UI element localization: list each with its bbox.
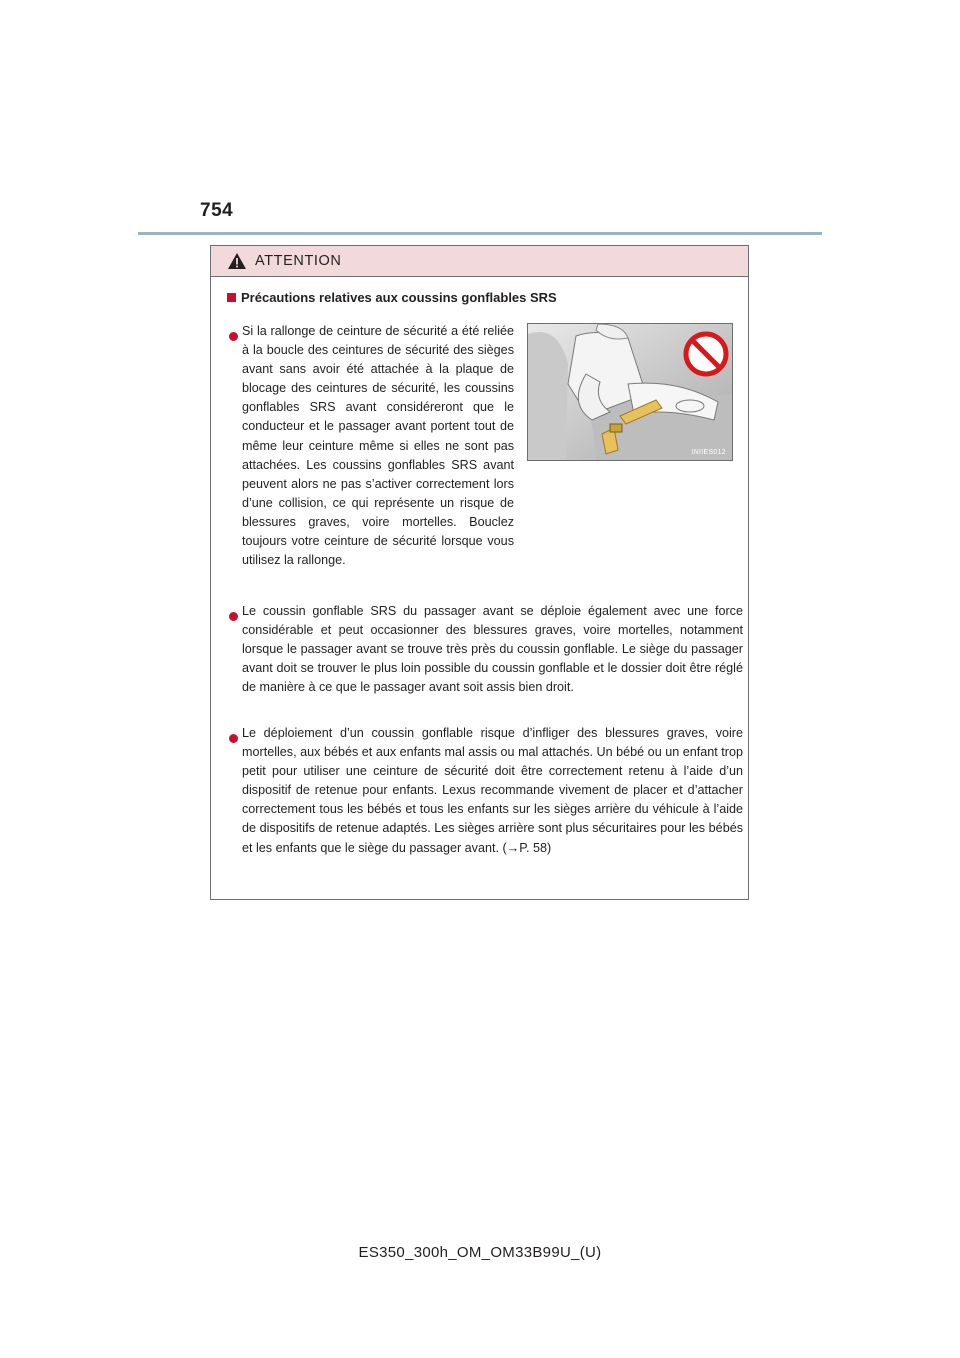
paragraph-passenger-airbag: Le coussin gonflable SRS du passager avant se déploie également avec une force considérable et peut occasionner des blessures graves, voire mortelles, notamment lorsque le passager avant se trouve très près du coussin gonflable. Le siège du passager avant doit se trouver le plus loin possible du coussin gonflable et le dossier doit être réglé de manière à ce que le passager avant soit assis bien droit. (242, 604, 743, 695)
warning-triangle-icon (227, 252, 247, 270)
paragraph-seatbelt-extender: Si la rallonge de ceinture de sécurité a été reliée à la boucle des ceintures de sécurité des sièges avant sans avoir été attachée à la plaque de blocage des ceintures de sécurité, les coussins gonflables SRS avant considéreront que le conducteur et le passager avant portent tout de même leur ceinture même si elles ne sont pas attachées. Les coussins gonflables SRS avant peuvent alors ne pas s’activer correctement lors d’une collision, ce qui représente un risque de blessures graves, voire mortelles. Bouclez toujours votre ceinture de sécurité lorsque vous utilisez la rallonge. (242, 324, 514, 568)
caution-box (210, 245, 749, 900)
square-bullet-icon (227, 293, 236, 302)
caution-header (211, 246, 748, 277)
caution-title: ATTENTION (255, 253, 342, 269)
header-rule (138, 232, 822, 235)
footer-document-code: ES350_300h_OM_OM33B99U_(U) (358, 1244, 602, 1261)
bullet-icon (229, 734, 238, 743)
bullet-icon (229, 612, 238, 621)
prohibited-icon (686, 334, 726, 374)
paragraph-children-safety: Le déploiement d’un coussin gonflable risque d’infliger des blessures graves, voire mortelles, aux bébés et aux enfants mal assis ou mal attachés. Un bébé ou un enfant trop petit pour utiliser une ceinture de sécurité doit être correctement retenu à l’aide d’un dispositif de retenue pour enfants. Lexus recommande vivement de placer et d’attacher correctement tous les bébés et tous les enfants sur les sièges arrière du véhicule à l’aide de dispositifs de retenue adaptés. Les sièges arrière sont plus sécuritaires pour les bébés et les enfants que le siège du passager avant. (→P. 58) (242, 726, 743, 855)
seatbelt-extender-illustration (527, 323, 733, 461)
bullet-icon (229, 332, 238, 341)
seat-illustration (528, 324, 732, 460)
section-heading (227, 290, 557, 305)
page-number: 754 (200, 200, 234, 221)
figure-code: INIIES012 (691, 449, 726, 456)
section-heading-text: Précautions relatives aux coussins gonflables SRS (241, 290, 557, 305)
